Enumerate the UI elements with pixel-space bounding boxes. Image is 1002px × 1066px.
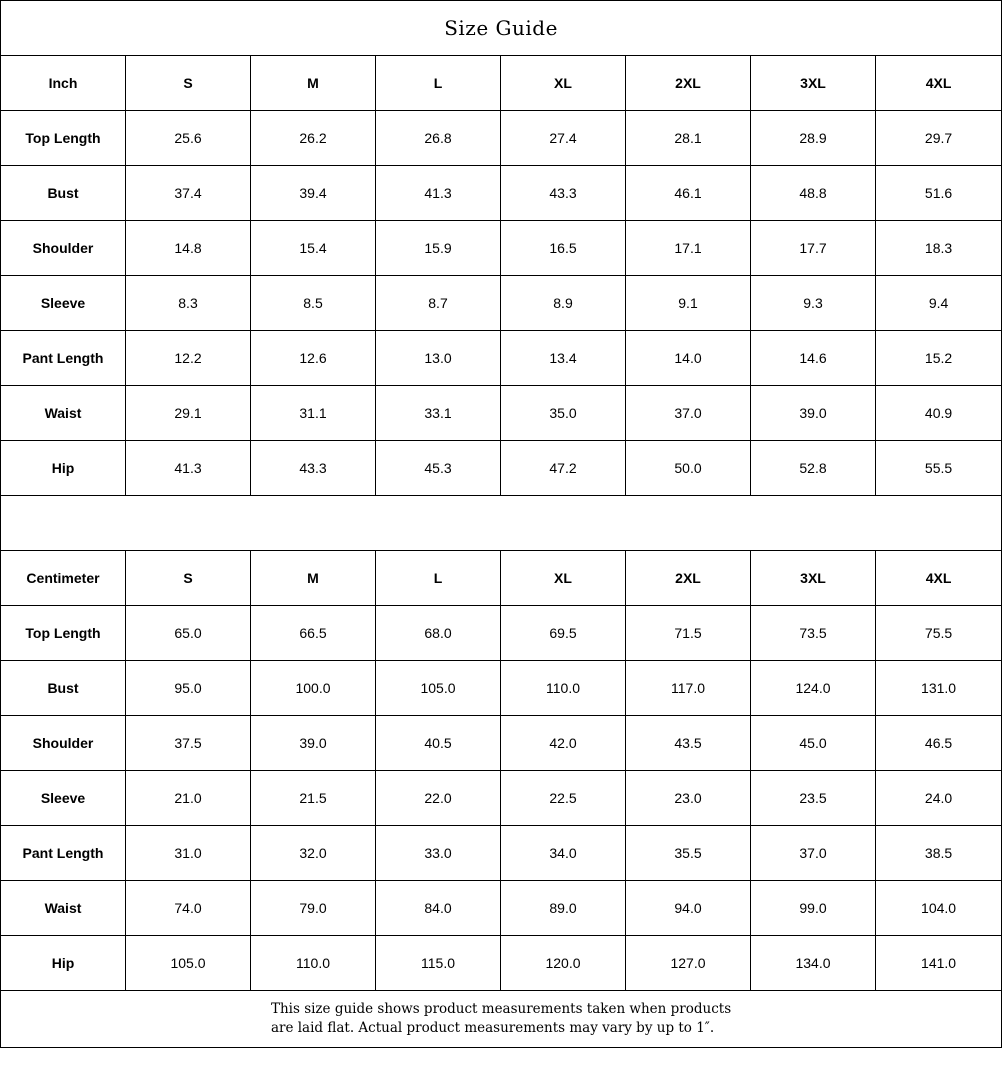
measurement-cell: 73.5: [751, 606, 876, 661]
row-label: Waist: [1, 881, 126, 936]
row-label: Hip: [1, 441, 126, 496]
measurement-cell: 12.2: [126, 331, 251, 386]
measurement-cell: 22.5: [501, 771, 626, 826]
measurement-cell: 14.0: [626, 331, 751, 386]
measurement-cell: 84.0: [376, 881, 501, 936]
table-row: [1, 441, 1002, 496]
measurement-cell: 127.0: [626, 936, 751, 991]
row-label: Hip: [1, 936, 126, 991]
size-header: 2XL: [626, 56, 751, 111]
table-row: [1, 661, 1002, 716]
measurement-cell: 124.0: [751, 661, 876, 716]
measurement-cell: 31.1: [251, 386, 376, 441]
measurement-cell: 79.0: [251, 881, 376, 936]
row-label: Shoulder: [1, 716, 126, 771]
row-label: Sleeve: [1, 276, 126, 331]
measurement-cell: 69.5: [501, 606, 626, 661]
measurement-cell: 134.0: [751, 936, 876, 991]
measurement-cell: 37.0: [751, 826, 876, 881]
measurement-cell: 41.3: [376, 166, 501, 221]
size-header: M: [251, 551, 376, 606]
inch-table-unit-label: Inch: [1, 56, 126, 111]
measurement-cell: 48.8: [751, 166, 876, 221]
measurement-cell: 9.4: [876, 276, 1002, 331]
measurement-cell: 33.0: [376, 826, 501, 881]
measurement-cell: 22.0: [376, 771, 501, 826]
measurement-cell: 40.5: [376, 716, 501, 771]
measurement-cell: 13.0: [376, 331, 501, 386]
measurement-cell: 37.4: [126, 166, 251, 221]
measurement-cell: 46.5: [876, 716, 1002, 771]
size-header: 2XL: [626, 551, 751, 606]
measurement-cell: 15.9: [376, 221, 501, 276]
row-label: Pant Length: [1, 331, 126, 386]
size-header: 4XL: [876, 551, 1002, 606]
title-row: [1, 1, 1002, 56]
cm-table-header-row: [1, 551, 1002, 606]
size-header: L: [376, 551, 501, 606]
table-row: [1, 331, 1002, 386]
size-header: 4XL: [876, 56, 1002, 111]
table-row: [1, 936, 1002, 991]
measurement-cell: 28.9: [751, 111, 876, 166]
measurement-cell: 35.5: [626, 826, 751, 881]
measurement-cell: 21.0: [126, 771, 251, 826]
table-row: [1, 826, 1002, 881]
measurement-cell: 35.0: [501, 386, 626, 441]
measurement-cell: 8.5: [251, 276, 376, 331]
measurement-cell: 51.6: [876, 166, 1002, 221]
measurement-cell: 33.1: [376, 386, 501, 441]
measurement-cell: 17.7: [751, 221, 876, 276]
size-header: XL: [501, 551, 626, 606]
row-label: Top Length: [1, 111, 126, 166]
measurement-cell: 40.9: [876, 386, 1002, 441]
measurement-cell: 105.0: [376, 661, 501, 716]
size-header: 3XL: [751, 56, 876, 111]
table-row: [1, 276, 1002, 331]
measurement-cell: 31.0: [126, 826, 251, 881]
table-row: [1, 606, 1002, 661]
row-label: Sleeve: [1, 771, 126, 826]
inch-table-header-row: [1, 56, 1002, 111]
row-label: Bust: [1, 166, 126, 221]
measurement-cell: 43.5: [626, 716, 751, 771]
measurement-cell: 32.0: [251, 826, 376, 881]
measurement-cell: 21.5: [251, 771, 376, 826]
measurement-cell: 15.2: [876, 331, 1002, 386]
measurement-cell: 95.0: [126, 661, 251, 716]
measurement-cell: 120.0: [501, 936, 626, 991]
row-label: Bust: [1, 661, 126, 716]
measurement-cell: 29.1: [126, 386, 251, 441]
size-header: L: [376, 56, 501, 111]
measurement-cell: 65.0: [126, 606, 251, 661]
measurement-cell: 26.8: [376, 111, 501, 166]
measurement-cell: 39.0: [751, 386, 876, 441]
measurement-cell: 39.4: [251, 166, 376, 221]
measurement-cell: 37.0: [626, 386, 751, 441]
measurement-cell: 46.1: [626, 166, 751, 221]
table-spacer-row: [1, 496, 1002, 551]
measurement-cell: 24.0: [876, 771, 1002, 826]
size-header: S: [126, 56, 251, 111]
measurement-cell: 74.0: [126, 881, 251, 936]
measurement-cell: 115.0: [376, 936, 501, 991]
table-spacer: [1, 496, 1002, 551]
table-row: [1, 716, 1002, 771]
table-row: [1, 386, 1002, 441]
cm-table-unit-label: Centimeter: [1, 551, 126, 606]
measurement-cell: 52.8: [751, 441, 876, 496]
measurement-note: [1, 991, 1002, 1048]
measurement-cell: 89.0: [501, 881, 626, 936]
measurement-cell: 42.0: [501, 716, 626, 771]
measurement-cell: 55.5: [876, 441, 1002, 496]
row-label: Top Length: [1, 606, 126, 661]
measurement-cell: 39.0: [251, 716, 376, 771]
measurement-cell: 8.9: [501, 276, 626, 331]
measurement-cell: 13.4: [501, 331, 626, 386]
note-line-1: This size guide shows product measurements taken when products: [270, 1001, 732, 1017]
measurement-cell: 29.7: [876, 111, 1002, 166]
measurement-cell: 104.0: [876, 881, 1002, 936]
table-row: [1, 221, 1002, 276]
measurement-cell: 43.3: [501, 166, 626, 221]
measurement-cell: 25.6: [126, 111, 251, 166]
table-row: [1, 166, 1002, 221]
table-row: [1, 881, 1002, 936]
measurement-cell: 47.2: [501, 441, 626, 496]
size-header: XL: [501, 56, 626, 111]
size-header: 3XL: [751, 551, 876, 606]
table-row: [1, 771, 1002, 826]
measurement-cell: 141.0: [876, 936, 1002, 991]
measurement-cell: 16.5: [501, 221, 626, 276]
measurement-cell: 110.0: [251, 936, 376, 991]
measurement-cell: 43.3: [251, 441, 376, 496]
row-label: Shoulder: [1, 221, 126, 276]
measurement-cell: 50.0: [626, 441, 751, 496]
measurement-cell: 27.4: [501, 111, 626, 166]
measurement-cell: 18.3: [876, 221, 1002, 276]
measurement-cell: 28.1: [626, 111, 751, 166]
measurement-cell: 23.0: [626, 771, 751, 826]
measurement-cell: 37.5: [126, 716, 251, 771]
measurement-cell: 8.7: [376, 276, 501, 331]
measurement-cell: 26.2: [251, 111, 376, 166]
measurement-cell: 41.3: [126, 441, 251, 496]
measurement-cell: 17.1: [626, 221, 751, 276]
measurement-cell: 99.0: [751, 881, 876, 936]
row-label: Pant Length: [1, 826, 126, 881]
note-row: [1, 991, 1002, 1048]
measurement-cell: 110.0: [501, 661, 626, 716]
measurement-cell: 14.6: [751, 331, 876, 386]
measurement-cell: 100.0: [251, 661, 376, 716]
measurement-cell: 75.5: [876, 606, 1002, 661]
measurement-cell: 105.0: [126, 936, 251, 991]
measurement-cell: 66.5: [251, 606, 376, 661]
measurement-cell: 45.0: [751, 716, 876, 771]
measurement-cell: 68.0: [376, 606, 501, 661]
size-header: S: [126, 551, 251, 606]
measurement-cell: 8.3: [126, 276, 251, 331]
table-row: [1, 111, 1002, 166]
measurement-cell: 12.6: [251, 331, 376, 386]
measurement-cell: 9.3: [751, 276, 876, 331]
note-text: [271, 1000, 731, 1038]
measurement-cell: 131.0: [876, 661, 1002, 716]
note-line-2: are laid flat. Actual product measurements may vary by up to 1″.: [270, 1020, 715, 1036]
row-label: Waist: [1, 386, 126, 441]
page-title: Size Guide: [1, 1, 1002, 56]
measurement-cell: 14.8: [126, 221, 251, 276]
measurement-cell: 71.5: [626, 606, 751, 661]
measurement-cell: 117.0: [626, 661, 751, 716]
measurement-cell: 23.5: [751, 771, 876, 826]
measurement-cell: 38.5: [876, 826, 1002, 881]
measurement-cell: 94.0: [626, 881, 751, 936]
measurement-cell: 34.0: [501, 826, 626, 881]
measurement-cell: 15.4: [251, 221, 376, 276]
measurement-cell: 9.1: [626, 276, 751, 331]
size-header: M: [251, 56, 376, 111]
measurement-cell: 45.3: [376, 441, 501, 496]
